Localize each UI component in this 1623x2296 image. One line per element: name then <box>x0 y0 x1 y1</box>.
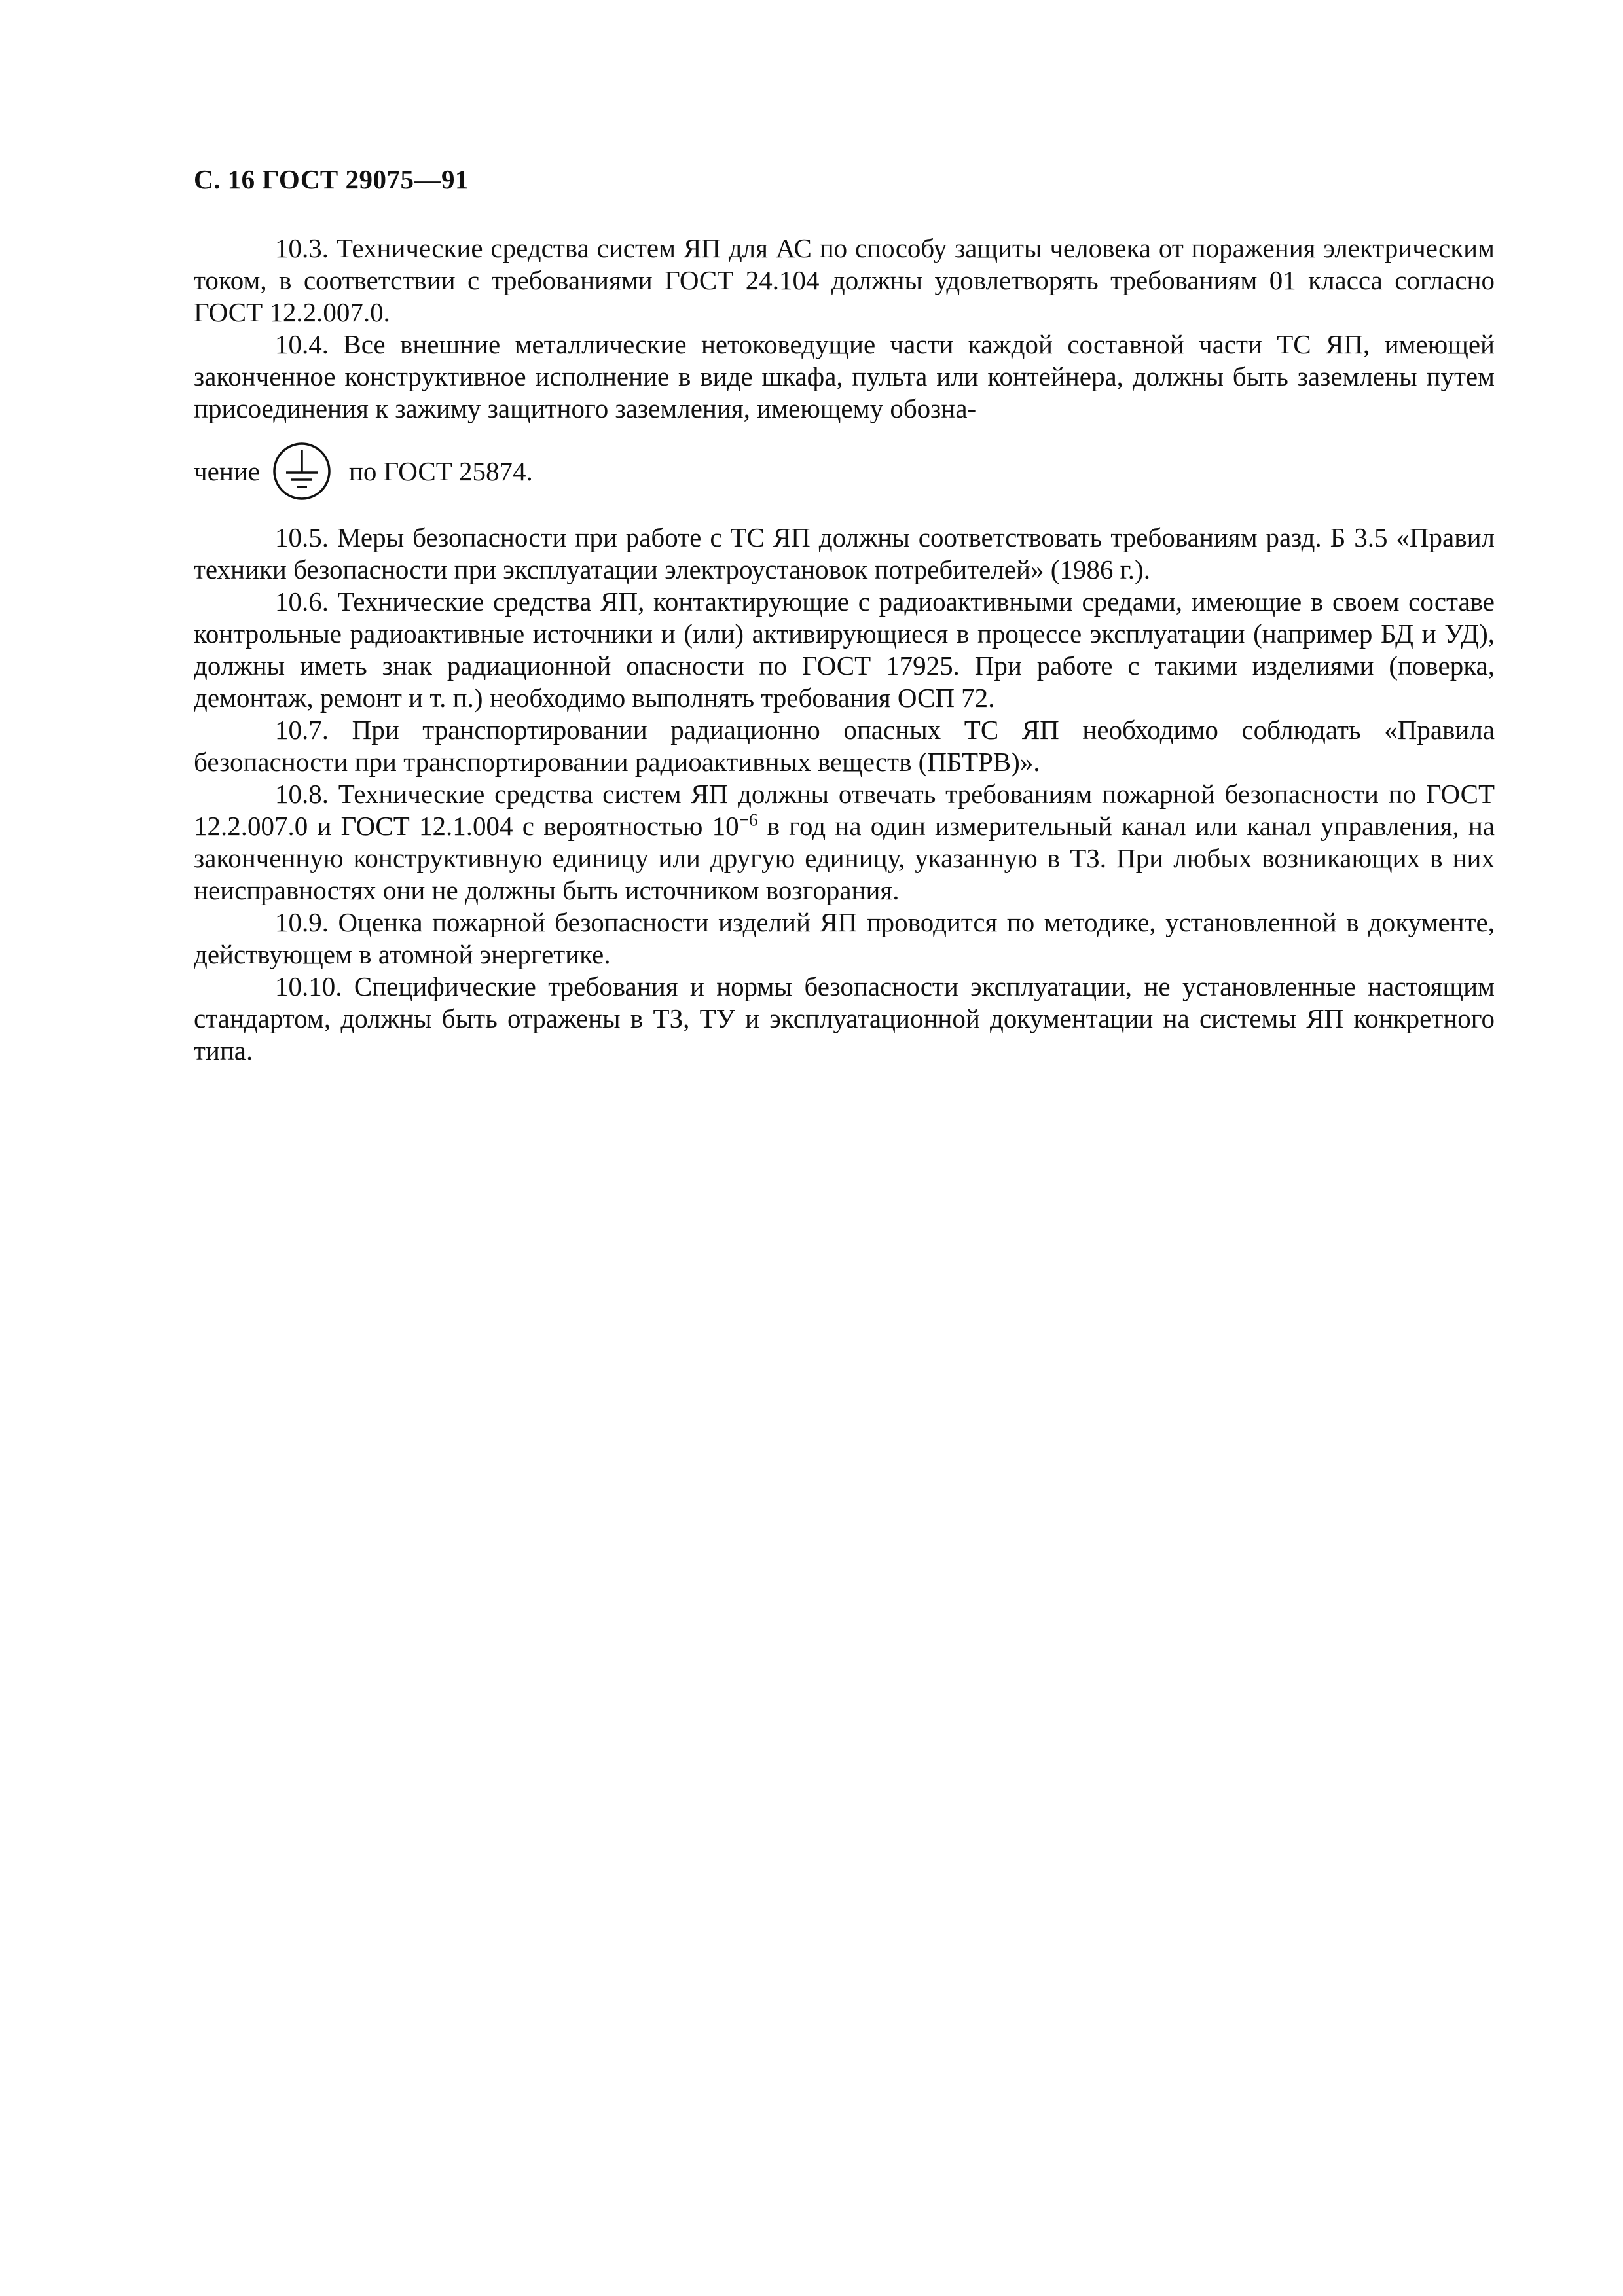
paragraph-10-9: 10.9. Оценка пожарной безопасности изделий ЯП проводится по методике, установленной в документе, действующем в атомной энергетике. <box>194 907 1495 969</box>
paragraph-10-3: 10.3. Технические средства систем ЯП для АС по способу защиты человека от поражения электрическим током, в соответствии с требованиями ГОСТ 24.104 должны удовлетворять требованиям 01 класса согласно ГОСТ 12.2.007.0. <box>194 233 1495 327</box>
paragraph-10-8-text-start: 10.8. Технические средства систем ЯП должны отвечать требованиям пожарной безопасности по ГОСТ 12.2.007.0 и ГОСТ 12.1.004 с вероятностью 10 <box>194 779 1495 841</box>
page-header: С. 16 ГОСТ 29075—91 <box>194 164 469 194</box>
paragraph-10-6: 10.6. Технические средства ЯП, контактирующие с радиоактивными средами, имеющие в своем составе контрольные радиоактивные источники и (или) активирующиеся в процессе эксплуатации (например БД и УД), должны иметь знак радиационной опасности по ГОСТ 17925. При работе с такими изделиями (поверка, демонтаж, ремонт и т. п.) необходимо выполнять требования ОСП 72. <box>194 586 1495 713</box>
protective-earth-icon <box>272 441 332 501</box>
paragraph-10-4-symbol-line <box>194 439 1495 503</box>
paragraph-10-8 <box>194 778 1495 906</box>
paragraph-10-4: 10.4. Все внешние металлические нетоковедущие части каждой составной части ТС ЯП, имеющей законченное конструктивное исполнение в виде шкафа, пульта или контейнера, должны быть заземлены путем присоединения к зажиму защитного заземления, имеющему обозна- <box>194 329 1495 423</box>
paragraph-10-10: 10.10. Специфические требования и нормы безопасности эксплуатации, не установленные настоящим стандартом, должны быть отражены в ТЗ, ТУ и эксплуатационной документации на системы ЯП конкретного типа. <box>194 971 1495 1066</box>
document-body <box>194 232 1495 1067</box>
paragraph-10-8-exponent: −6 <box>739 810 758 830</box>
paragraph-10-4-word-after-symbol: по ГОСТ 25874. <box>348 456 533 486</box>
paragraph-10-8-text-end: в год на один измерительный канал или канал управления, на законченную конструктивную единицу или другую единицу, указанную в ТЗ. При любых возникающих в них неисправностях они не должны быть источником возгорания. <box>194 811 1495 905</box>
paragraph-10-4-word-before-symbol: чение <box>194 456 260 486</box>
paragraph-10-5: 10.5. Меры безопасности при работе с ТС ЯП должны соответствовать требованиям разд. Б 3.5 «Правил техники безопасности при эксплуатации электроустановок потребителей» (1986 г.). <box>194 522 1495 584</box>
paragraph-10-7: 10.7. При транспортировании радиационно опасных ТС ЯП необходимо соблюдать «Правила безопасности при транспортировании радиоактивных веществ (ПБТРВ)». <box>194 715 1495 777</box>
